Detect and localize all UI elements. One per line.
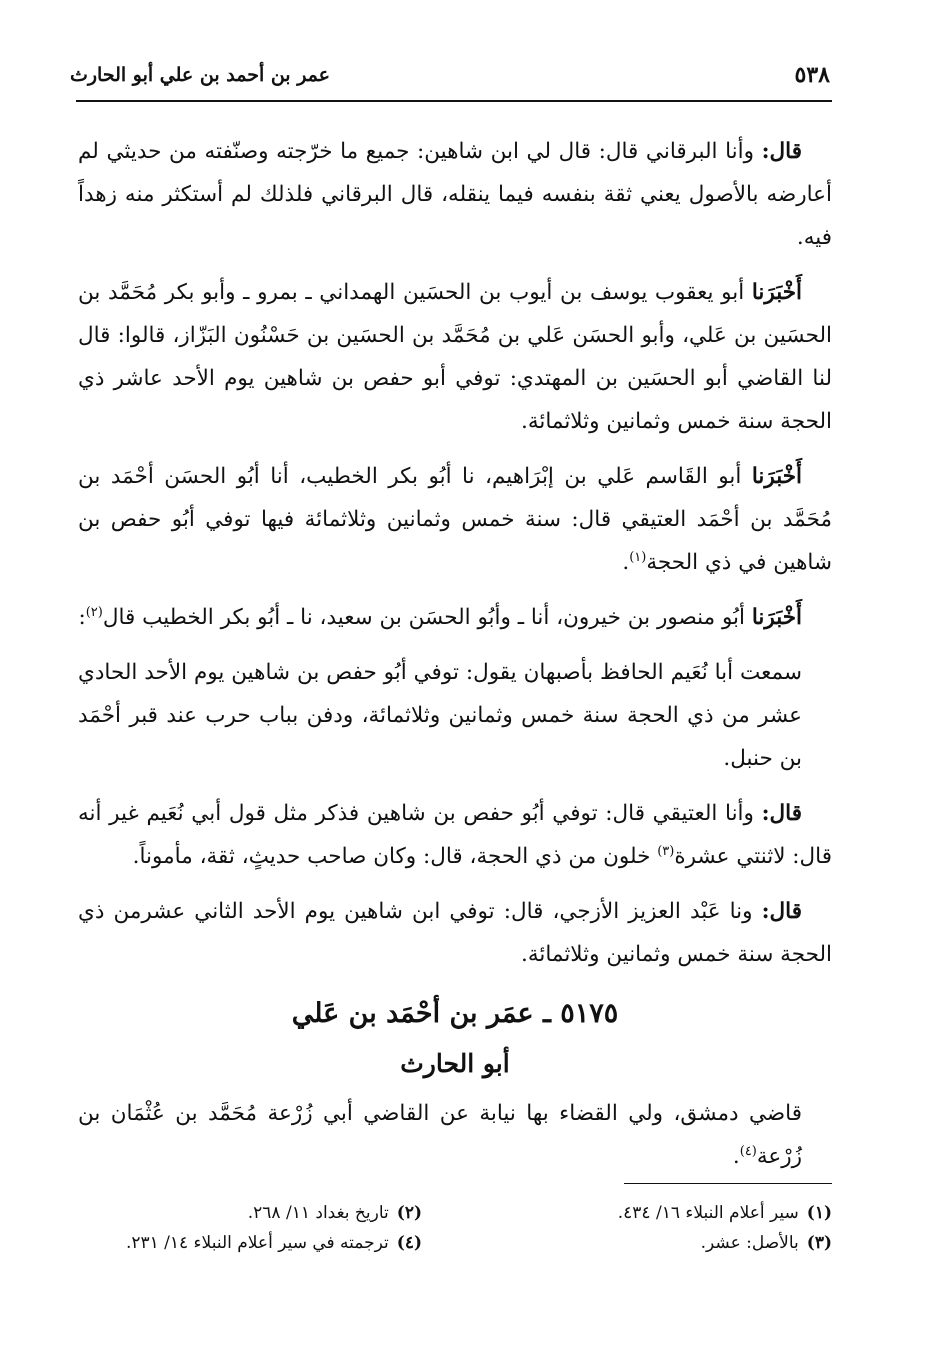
paragraph-text: قاضي دمشق، ولي القضاء بها نيابة عن القاضي أبي زُرْعة مُحَمَّد بن عُثْمَان بن زُرْعة	[78, 1101, 802, 1169]
footnote-marker[interactable]: (٢)	[85, 604, 103, 620]
page-header	[70, 58, 830, 98]
footnote-text: ترجمته في سير أعلام النبلاء ١٤/ ٢٣١.	[125, 1233, 389, 1253]
paragraph-tail: .	[622, 550, 630, 575]
paragraph-lead: أَخْبَرَنا	[751, 605, 802, 630]
paragraph-text: وأنا العتيقي قال: توفي أبُو حفص بن شاهين فذكر مثل قول أبي نُعَيم غير أنه قال: لاثنتي عشرة	[78, 801, 832, 869]
entry-subheading: أبو الحارث	[400, 1049, 510, 1078]
footnote-item	[82, 1228, 422, 1258]
paragraph	[78, 455, 832, 584]
footnote-marker[interactable]: (٣)	[657, 843, 675, 859]
paragraph	[78, 271, 832, 443]
paragraph-lead: قال:	[761, 801, 802, 826]
footnote-marker[interactable]: (٤)	[739, 1143, 757, 1159]
paragraph	[78, 792, 832, 878]
paragraph	[78, 130, 832, 259]
footnote-column-right	[492, 1198, 832, 1258]
footnote-item	[492, 1198, 832, 1228]
header-rule	[76, 100, 832, 102]
paragraph-lead: أَخْبَرَنا	[751, 464, 802, 489]
main-text	[78, 130, 832, 1190]
footnote-marker[interactable]: (١)	[629, 549, 647, 565]
footnote-text: بالأصل: عشر.	[700, 1233, 799, 1253]
running-title: عمر بن أحمد بن علي أبو الحارث	[70, 64, 331, 86]
footnote-rule	[624, 1183, 832, 1184]
paragraph-tail: :	[78, 605, 86, 630]
paragraph-text: أبُو منصور بن خيرون، أنا ـ وأبُو الحسَن بن سعيد، نا ـ أبُو بكر الخطيب قال	[102, 605, 752, 630]
paragraph	[78, 651, 832, 780]
footnote-number: (٤)	[396, 1233, 422, 1253]
paragraph-text: أبو القَاسم عَلي بن إبْرَاهيم، نا أبُو بكر الخطيب، أنا أبُو الحسَن أحْمَد بن مُحَمَّد بن أحْمَد العتيقي قال: سنة خمس وثمانين وثلاثمائة فيها توفي أبُو حفص بن شاهين في ذي الحجة	[78, 464, 832, 575]
paragraph-text: وأنا البرقاني قال: قال لي ابن شاهين: جميع ما خرّجته وصنّفته من حديثي لم أعارضه بالأصول يعني ثقة بنفسه فيما ينقله، قال البرقاني فلذلك لم أستكثر منه زهداً فيه.	[78, 139, 832, 250]
paragraph-tail: خلون من ذي الحجة، قال: وكان صاحب حديثٍ، ثقة، مأموناً.	[132, 844, 658, 869]
paragraph	[78, 890, 832, 976]
footnote-text: تاريخ بغداد ١١/ ٢٦٨.	[247, 1203, 389, 1223]
paragraph-lead: أَخْبَرَنا	[751, 280, 802, 305]
footnote-item	[492, 1228, 832, 1258]
footnote-number: (٣)	[806, 1233, 832, 1253]
entry-paragraph	[78, 1092, 832, 1178]
paragraph-lead: قال:	[761, 139, 802, 164]
paragraph-text: ونا عَبْد العزيز الأزجي، قال: توفي ابن شاهين يوم الأحد الثاني عشرمن ذي الحجة سنة خمس وثمانين وثلاثمائة.	[78, 899, 832, 967]
footnote-item	[82, 1198, 422, 1228]
page-number: ٥٣٨	[794, 62, 830, 88]
footnote-number: (١)	[806, 1203, 832, 1223]
paragraph	[78, 596, 832, 639]
paragraph-lead: قال:	[761, 899, 802, 924]
paragraph-text: سمعت أبا نُعَيم الحافظ بأصبهان يقول: توفي أبُو حفص بن شاهين يوم الأحد الحادي عشر من ذي الحجة سنة خمس وثمانين وثلاثمائة، ودفن بباب حرب عند قبر أحْمَد بن حنبل.	[78, 660, 802, 771]
paragraph-text: أبو يعقوب يوسف بن أيوب بن الحسَين الهمداني ـ بمرو ـ وأبو بكر مُحَمَّد بن الحسَين بن عَلي، وأبو الحسَن عَلي بن مُحَمَّد بن الحسَين بن حَسْنُون البَزّاز، قالوا: قال لنا القاضي أبو الحسَين بن المهتدي: توفي أبو حفص بن شاهين يوم الأحد عاشر ذي الحجة سنة خمس وثمانين وثلاثمائة.	[78, 280, 832, 434]
entry-heading: ٥١٧٥ ـ عمَر بن أحْمَد بن عَلي	[291, 998, 619, 1029]
footnote-column-left	[82, 1198, 422, 1258]
paragraph-tail: .	[732, 1144, 740, 1169]
footnote-text: سير أعلام النبلاء ١٦/ ٤٣٤.	[617, 1203, 799, 1223]
footnote-number: (٢)	[396, 1203, 422, 1223]
